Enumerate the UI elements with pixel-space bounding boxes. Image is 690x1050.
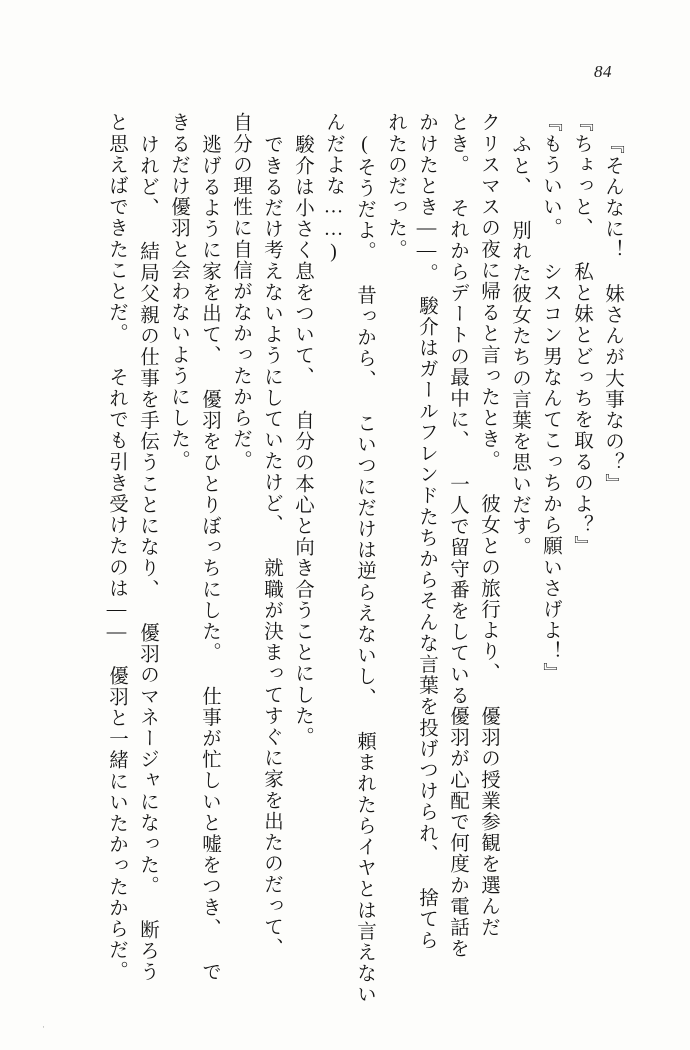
text-line: んだよな……) [323, 112, 344, 265]
page-text-body [62, 112, 628, 1006]
text-line: けれど、 結局父親の仕事を手伝うことになり、 優羽のマネージャになった。 断ろう [137, 134, 158, 983]
text-line: 『ちょっと、 私と妹とどっちを取るのよ？』 [571, 112, 592, 557]
text-line: (そうだよ。 昔っから、 こいつにだけは逆らえないし、 頼まれたらイヤとは言えない [354, 134, 375, 1006]
text-line: れたのだった。 [385, 112, 406, 260]
text-line: できるだけ考えないようにしていたけど、 就職が決まってすぐに家を出たのだって、 [261, 134, 282, 959]
text-line: 逃げるように家を出て、 優羽をひとりぼっちにした。 仕事が忙しいと嘘をつき、 で [199, 134, 220, 983]
page-number: 84 [594, 62, 612, 81]
text-line: と思えばできたことだ。 それでも引き受けたのは―― 優羽と一緒にいたかったからだ。 [106, 112, 127, 982]
text-line: かけたとき――。 駿介はガールフレンドたちからそんな言葉を投げつけられ、 捨てら [416, 112, 437, 951]
footer-mark: · [42, 1022, 46, 1032]
text-line: 『そんなに！ 妹さんが大事なの？』 [602, 134, 623, 495]
text-line: ふと、 別れた彼女たちの言葉を思いだす。 [509, 134, 530, 558]
text-line: 自分の理性に自信がなかったからだ。 [230, 112, 251, 471]
text-line: 『もういい。 シスコン男なんてこっちから願いさげよ！』 [540, 112, 561, 684]
text-line: きるだけ優羽と会わないようにした。 [168, 112, 189, 471]
text-line: とき。 それからデートの最中に、 一人で留守番をしている優羽が心配で何度か電話を [447, 112, 468, 959]
text-line: 駿介は小さく息をついて、 自分の本心と向き合うことにした。 [292, 134, 313, 748]
text-line: クリスマスの夜に帰ると言ったとき。 彼女との旅行より、 優羽の授業参観を選んだ [478, 112, 499, 938]
